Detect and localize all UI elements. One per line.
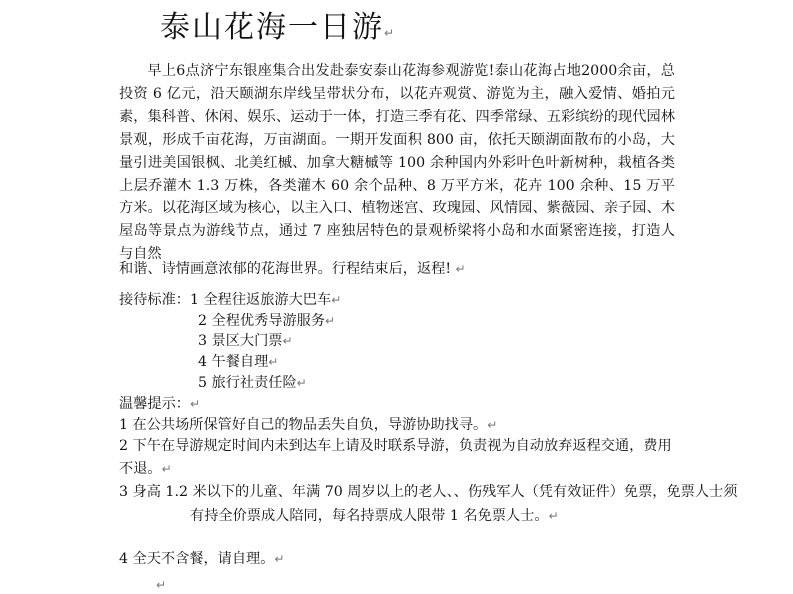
standard-item-row xyxy=(198,372,307,394)
tips-heading xyxy=(119,393,200,415)
tip-text: 1 在公共场所保管好自己的物品丢失自负，导游协助找寻。 xyxy=(119,417,488,433)
standard-item-row xyxy=(198,351,278,373)
intro-text: 早上6点济宁东银座集合出发赴泰安泰山花海参观游览!泰山花海占地2000余亩，总投资 6 亿元，沿天颐湖东岸线呈带状分布，以花卉观赏、游览为主，融入爱情、婚拍元素，集科普、休闲、娱乐、运动于一体，打造三季有花、四季常绿、五彩缤纷的现代园林景观，形成千亩花海，万亩湖面。一期开发面积 800 亩，依托天颐湖面散布的小岛，大量引进美国银枫、北美红槭、加拿大糖槭等 100 余种国内外彩叶色叶新树种，栽植各类上层乔灌木 1.3 万株，各类灌木 60 余个品种、8 万平方米，花卉 100 余种、15 万平方米。以花海区域为核心，以主入口、植物迷宫、玫瑰园、风情园、紫薇园、亲子园、木屋岛等景点为游线节点，通过 7 座独居特色的景观桥梁将小岛和水面紧密连接，打造人与自然 xyxy=(119,63,675,263)
paragraph-mark-icon: ↵ xyxy=(455,262,466,276)
standard-item-row xyxy=(198,330,293,352)
tip-item xyxy=(119,414,675,437)
tip-text: 4 全天不含餐，请自理。 xyxy=(119,551,275,567)
standard-item: 5 旅行社责任险 xyxy=(198,375,297,391)
paragraph-mark-icon: ↵ xyxy=(384,26,397,40)
standard-item: 3 景区大门票 xyxy=(198,333,283,349)
standard-item: 4 午餐自理 xyxy=(198,354,269,370)
standards-label: 接待标准： xyxy=(119,292,190,308)
paragraph-mark-icon: ↵ xyxy=(274,552,285,566)
document-title xyxy=(160,8,396,53)
paragraph-mark-icon: ↵ xyxy=(268,355,279,369)
paragraph-mark-icon: ↵ xyxy=(161,461,172,476)
intro-paragraph xyxy=(119,60,675,266)
paragraph-mark-icon: ↵ xyxy=(331,293,342,307)
paragraph-mark-icon: ↵ xyxy=(548,508,559,523)
intro-last-text: 和谐、诗情画意浓郁的花海世界。行程结束后，返程! xyxy=(119,261,452,277)
paragraph-mark-icon: ↵ xyxy=(156,578,167,592)
tip-text: 3 身高 1.2 米以下的儿童、年满 70 周岁以上的老人、、伤残军人（凭有效证件）免票，免票人士须有持全价票成人陪同，每名持票成人限带 1 名免票人士。 xyxy=(119,484,738,524)
standard-item: 2 全程优秀导游服务 xyxy=(198,313,326,329)
title-text: 泰山花海一日游 xyxy=(160,10,384,45)
tips-label: 温馨提示： xyxy=(119,396,190,412)
paragraph-mark-icon: ↵ xyxy=(189,397,201,411)
paragraph-mark-icon: ↵ xyxy=(296,376,307,390)
intro-last-line xyxy=(119,258,466,280)
tip-item xyxy=(119,435,675,480)
tip-text: 2 下午在导游规定时间内未到达车上请及时联系导游，负责视为自动放弃返程交通，费用不退。 xyxy=(119,438,672,477)
tip-item xyxy=(119,548,675,571)
standards-row xyxy=(119,289,341,311)
paragraph-mark-icon: ↵ xyxy=(282,334,293,348)
tip-item xyxy=(119,481,746,528)
paragraph-mark-icon: ↵ xyxy=(325,314,336,328)
standard-item-row xyxy=(198,310,335,332)
paragraph-mark-icon: ↵ xyxy=(487,418,498,432)
standard-item: 1 全程往返旅游大巴车 xyxy=(189,292,332,308)
